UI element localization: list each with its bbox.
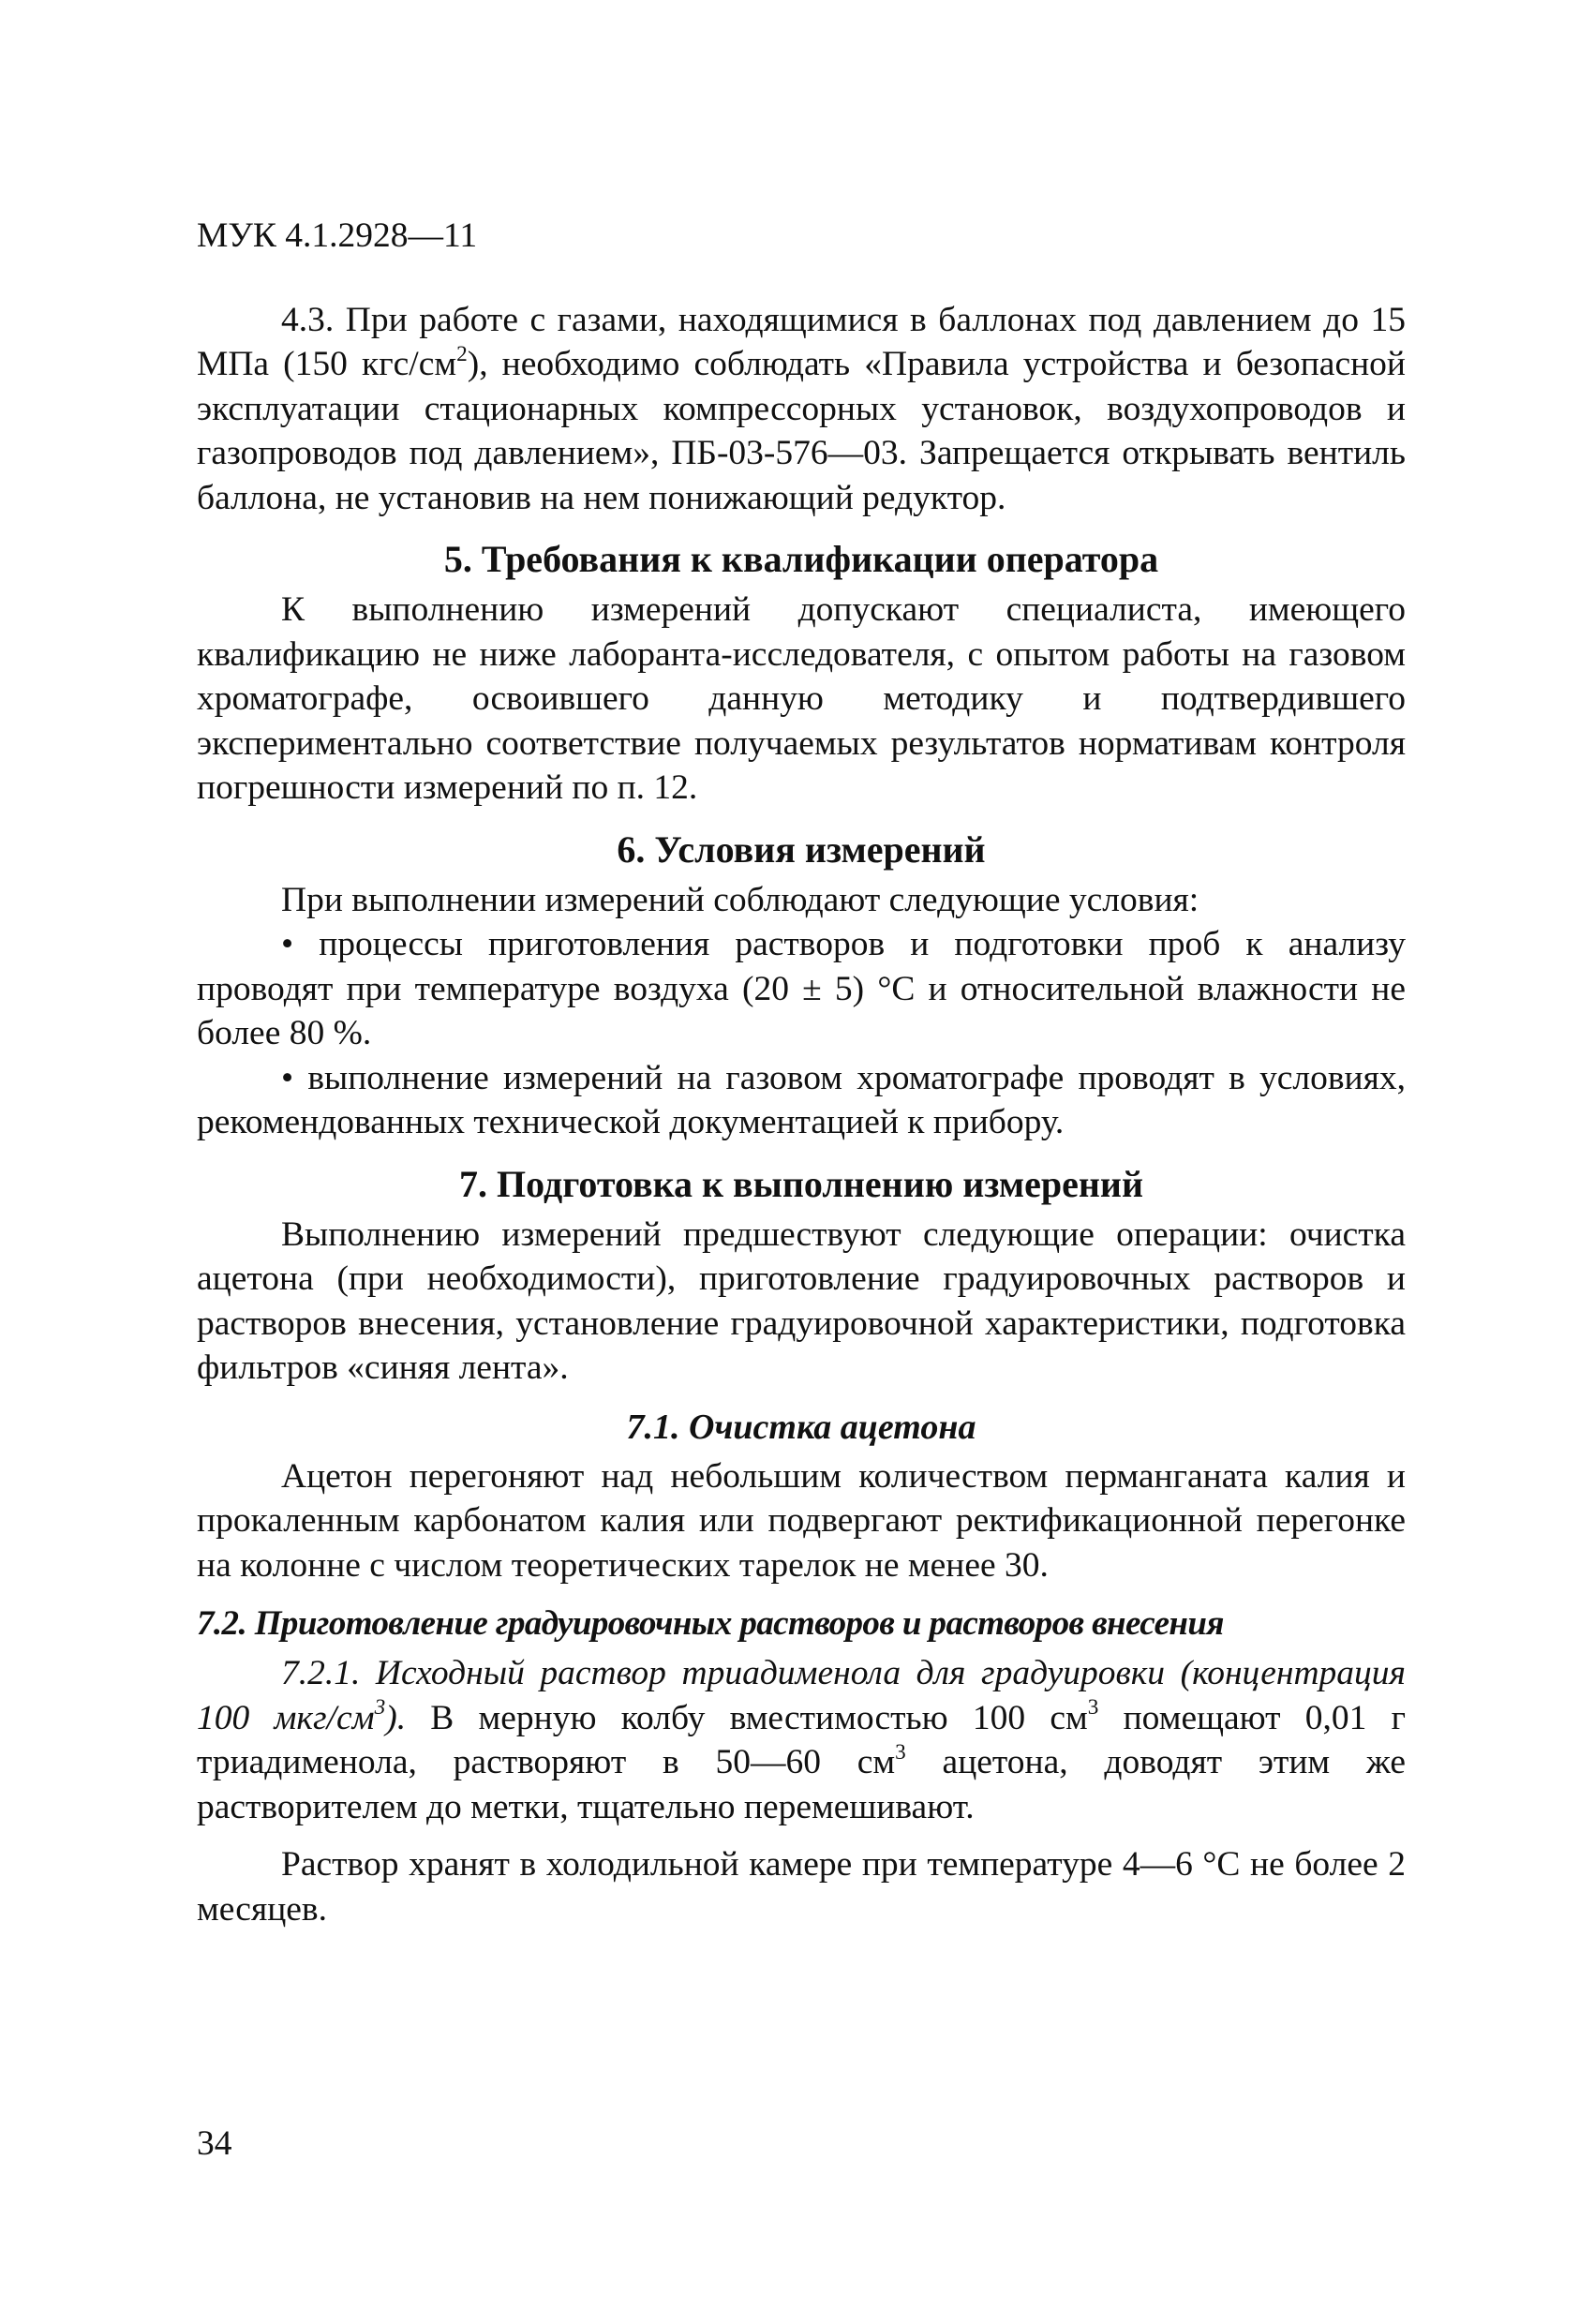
section-6-heading: 6. Условия измерений: [617, 827, 986, 871]
section-5-text: К выполнению измерений допускают специалиста, имеющего квалификацию не ниже лаборанта-исследователя, с опытом работы на газовом хроматографе, освоившего данную методику и подтвердившего экспериментально соответствие получаемых результатов нормативам контроля погрешности измерений по п. 12.: [197, 590, 1406, 807]
document-code-header: МУК 4.1.2928—11: [197, 216, 478, 255]
paragraph-4-3: 4.3. При работе с газами, находящимися в баллонах под давлением до 15 МПа (150 кгс/$см^2$), необходимо соблюдать «Правила устройства и безопасной эксплуатации стационарных компрессорных установок, воздухопроводов и газопроводов под давлением», ПБ-03-576—03. Запрещается открывать вентиль баллона, не установив на нем понижающий редуктор.: [197, 300, 1406, 517]
section-7-1-heading: 7.1. Очистка ацетона: [626, 1407, 976, 1447]
section-7-2-heading: 7.2. Приготовление градуировочных растворов и растворов внесения: [197, 1604, 1224, 1643]
section-5-heading: 5. Требования к квалификации оператора: [443, 538, 1159, 580]
section-6-bullet-2: • выполнение измерений на газовом хроматографе проводят в условиях, рекомендованных технической документацией к прибору.: [197, 1058, 1406, 1141]
section-7-2-1-text: 7.2.1. Исходный раствор триадименола для градуировки (концентрация 100 мкг/$см^3$). В мерную колбу вместимостью 100 $см^3$ помещают 0,01 г триадименола, растворяют в 50—60 $см^3$ ацетона, доводят этим же растворителем до метки, тщательно перемешивают.: [197, 1654, 1406, 1826]
section-6-bullet-1: • процессы приготовления растворов и подготовки проб к анализу проводят при температуре воздуха (20 ± 5) °С и относительной влажности не более 80 %.: [197, 925, 1406, 1052]
document-page: [197, 214, 1406, 1931]
section-7-2-storage-text: Раствор хранят в холодильной камере при температуре 4—6 °С не более 2 месяцев.: [197, 1845, 1406, 1929]
section-7-1-text: Ацетон перегоняют над небольшим количеством перманганата калия и прокаленным карбонатом калия или подвергают ректификационной перегонке на колонне с числом теоретических тарелок не менее 30.: [197, 1456, 1406, 1585]
page-number: 34: [197, 2124, 232, 2163]
section-6-intro: При выполнении измерений соблюдают следующие условия:: [281, 880, 1199, 919]
section-7-text: Выполнению измерений предшествуют следующие операции: очистка ацетона (при необходимости), приготовление градуировочных растворов и растворов внесения, установление градуировочной характеристики, подготовка фильтров «синяя лента».: [197, 1214, 1406, 1387]
section-7-heading: 7. Подготовка к выполнению измерений: [459, 1162, 1143, 1205]
